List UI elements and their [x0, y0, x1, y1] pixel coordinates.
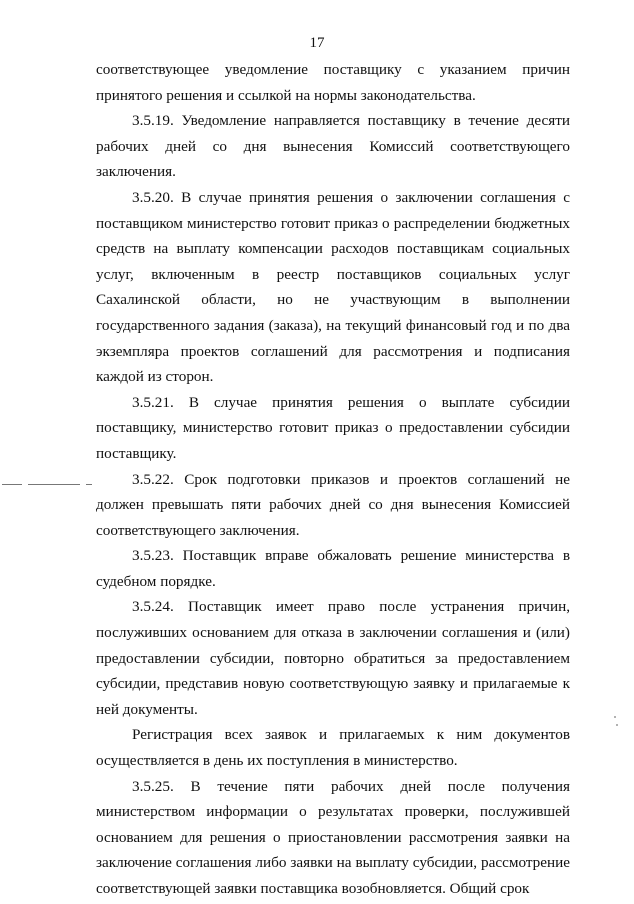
- paragraph-3-5-20: 3.5.20. В случае принятия решения о заключении соглашения с поставщиком министерство готовит приказ о распределении бюджетных средств на выплату компенсации расходов поставщикам социальных услуг, включенным в реестр поставщиков социальных услуг Сахалинской области, но не участвующим в выполнении государственного задания (заказа), на текущий финансовый год и по два экземпляра проектов соглашений для рассмотрения и подписания каждой из сторон.: [96, 188, 570, 386]
- scan-artifact-line: [0, 484, 96, 485]
- scan-speck: [616, 724, 618, 726]
- paragraph-3-5-23: 3.5.23. Поставщик вправе обжаловать решение министерства в судебном порядке.: [96, 547, 570, 590]
- paragraph-continuation: соответствующее уведомление поставщику с указанием причин принятого решения и ссылкой на нормы законодательства.: [96, 61, 570, 104]
- scan-speck: [614, 716, 616, 718]
- scan-dash: [28, 484, 80, 485]
- document-body: [96, 57, 570, 902]
- page-number: 17: [309, 35, 325, 51]
- paragraph-3-5-22: 3.5.22. Срок подготовки приказов и проектов соглашений не должен превышать пяти рабочих дней со дня вынесения Комиссией соответствующего заключения.: [96, 470, 570, 539]
- scan-dash: [2, 484, 22, 485]
- scan-dash: [86, 484, 92, 485]
- paragraph-3-5-21: 3.5.21. В случае принятия решения о выплате субсидии поставщику, министерство готовит приказ о предоставлении субсидии поставщику.: [96, 393, 570, 462]
- paragraph-3-5-19: 3.5.19. Уведомление направляется поставщику в течение десяти рабочих дней со дня вынесения Комиссий соответствующего заключения.: [96, 112, 570, 181]
- paragraph-registration: Регистрация всех заявок и прилагаемых к ним документов осуществляется в день их поступления в министерство.: [96, 726, 570, 770]
- paragraph-3-5-24: 3.5.24. Поставщик имеет право после устранения причин, послуживших основанием для отказа в заключении соглашения и (или) предоставлении субсидии, повторно обратиться за предоставлением субсидии, представив новую соответствующую заявку и прилагаемые к ней документы.: [96, 598, 570, 718]
- paragraph-3-5-25: 3.5.25. В течение пяти рабочих дней после получения министерством информации о результатах проверки, послужившей основанием для решения о приостановлении рассмотрения заявки на заключение соглашения либо заявки на выплату субсидии, рассмотрение соответствующей заявки поставщика возобновляется. Общий срок: [96, 777, 570, 897]
